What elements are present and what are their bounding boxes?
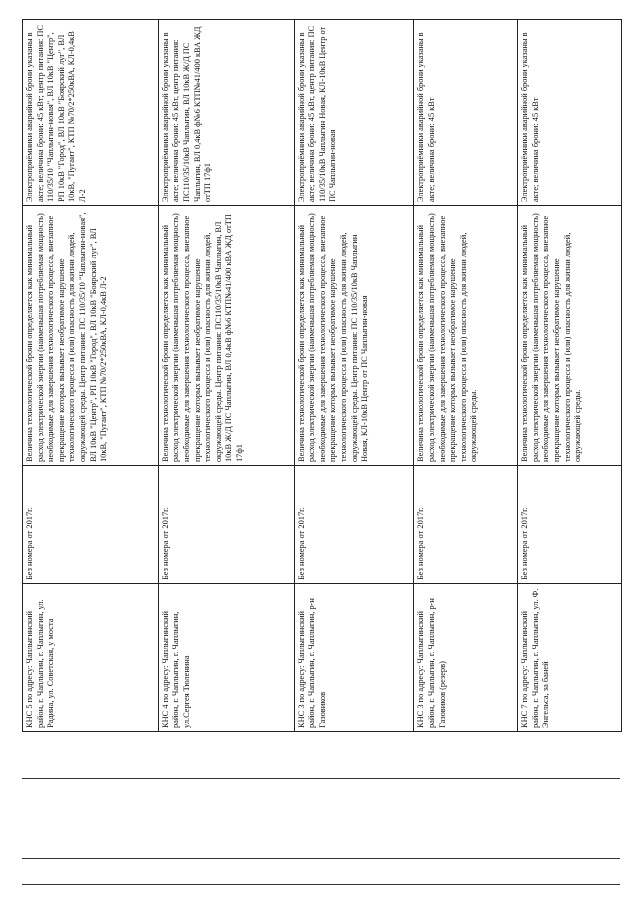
- tech-reserve-cell: Величина технологической брони определяется как минимальный расход электрической энергии (наименьшая потребляемая мощность) необходимые для завершения технологического процесса, внезапное прекращение которых вызывает необратимое нарушение технологического процесса и (или) опасность для жизни людей, окружающей среды. Центр питания: ПС 110/35/10 "Чаплыгин-новая", ВЛ 10кВ "Центр", РП 10кВ "Город", ВЛ 10кВ "Боярский луг", ВЛ 10кВ, "Пугаит", КТП №70/2*250кВА, КЛ-0,4кВ Л-2: [23, 206, 159, 466]
- object-cell: КНС 4 по адресу: Чаплыгинский район, г. Чаплыгин, г. Чаплыгин, ул.Сергея Тюленина: [158, 584, 294, 732]
- emergency-reserve-cell: Электроприёмники аварийной брони указаны в акте; величина брони: 45 кВт: [414, 20, 518, 206]
- object-cell: КНС 3 по адресу: Чаплыгинский район, г. Чаплыгин, г. Чаплыгин, р-н Газовиков (резерв): [414, 584, 518, 732]
- emergency-reserve-cell: Электроприёмники аварийной брони указаны в акте; величина брони: 45 кВт, центр питания: ПС110/35/10кВ Чаплыгин, ВЛ 10кВ Ж/Д ПС Чаплыгин, ВЛ 0,4кВ ф№6 КТП№41/400 кВА ЖД отТП 17ф1: [158, 20, 294, 206]
- tech-reserve-cell: Величина технологической брони определяется как минимальный расход электрической энергии (наименьшая потребляемая мощность) необходимые для завершения технологического процесса, внезапное прекращение которых вызывает необратимое нарушение технологического процесса и (или) опасность для жизни людей, окружающей среды. Центр питания: ПС110/35/10кВ Чаплыгин, ВЛ 10кВ Ж/Д ПС Чаплыгин, ВЛ 0,4кВ ф№6 КТП№41/400 кВА ЖД отТП 17ф1: [158, 206, 294, 466]
- emergency-reserve-cell: Электроприёмники аварийной брони указаны в акте; величина брони: 45 кВт, центр питания: ПС 110/35/10кВ Чаплыгин Новая, КЛ-10кВ Центр от ПС Чаплыгин-новая: [294, 20, 414, 206]
- page-rule: [22, 884, 620, 885]
- act-date-cell: Без номера от 2017г.: [414, 466, 518, 584]
- act-date-cell: Без номера от 2017г.: [23, 466, 159, 584]
- tech-reserve-cell: Величина технологической брони определяется как минимальный расход электрической энергии (наименьшая потребляемая мощность) необходимые для завершения технологического процесса, внезапное прекращение которых вызывает необратимое нарушение технологического процесса и (или) опасность для жизни людей, окружающей среды. Центр питания: ПС 110/35/10кВ Чаплыгин Новая, КЛ-10кВ Центр от ПС Чаплыгин-новая: [294, 206, 414, 466]
- emergency-reserve-cell: Электроприёмники аварийной брони указаны в акте; величина брони: 45 кВт: [518, 20, 622, 206]
- act-date-cell: Без номера от 2017г.: [294, 466, 414, 584]
- table-row: [414, 20, 518, 732]
- table-row: [518, 20, 622, 732]
- act-date-cell: Без номера от 2017г.: [158, 466, 294, 584]
- page-rule: [22, 858, 620, 859]
- table-row: [294, 20, 414, 732]
- object-cell: КНС 3 по адресу: Чаплыгинский район, г. Чаплыгин, г. Чаплыгин, р-н Газовиков: [294, 584, 414, 732]
- object-cell: КНС 7 по адресу: Чаплыгинский район, г. Чаплыгин, г. Чаплыгин, ул. Ф. Энгельса, за баней: [518, 584, 622, 732]
- table-row: [158, 20, 294, 732]
- emergency-reserve-cell: Электроприёмники аварийной брони указаны в акте; величина брони: 45 кВт; центр питания: ПС 110/35/10 "Чаплыгин-новая", ВЛ 10кВ "Центр", РП 10кВ "Город", ВЛ 10кВ "Боярский луг", ВЛ 10кВ, "Пугаит", КТП №70/2*250кВА, КЛ-0,4кВ Л-2: [23, 20, 159, 206]
- tech-reserve-cell: Величина технологической брони определяется как минимальный расход электрической энергии (наименьшая потребляемая мощность) необходимые для завершения технологического процесса, внезапное прекращение которых вызывает необратимое нарушение технологического процесса и (или) опасность для жизни людей, окружающей среды.: [414, 206, 518, 466]
- reservation-table: [22, 19, 622, 732]
- table-row: [23, 20, 159, 732]
- rotated-table-container: [22, 20, 622, 732]
- tech-reserve-cell: Величина технологической брони определяется как минимальный расход электрической энергии (наименьшая потребляемая мощность) необходимые для завершения технологического процесса, внезапное прекращение которых вызывает необратимое нарушение технологического процесса и (или) опасность для жизни людей, окружающей среды.: [518, 206, 622, 466]
- act-date-cell: Без номера от 2017г.: [518, 466, 622, 584]
- object-cell: КНС 5 по адресу: Чаплыгинский район, г. Чаплыгин, г. Чаплыгин, ул. Радина, ул. Советская, у моста: [23, 584, 159, 732]
- page-rule: [22, 778, 620, 779]
